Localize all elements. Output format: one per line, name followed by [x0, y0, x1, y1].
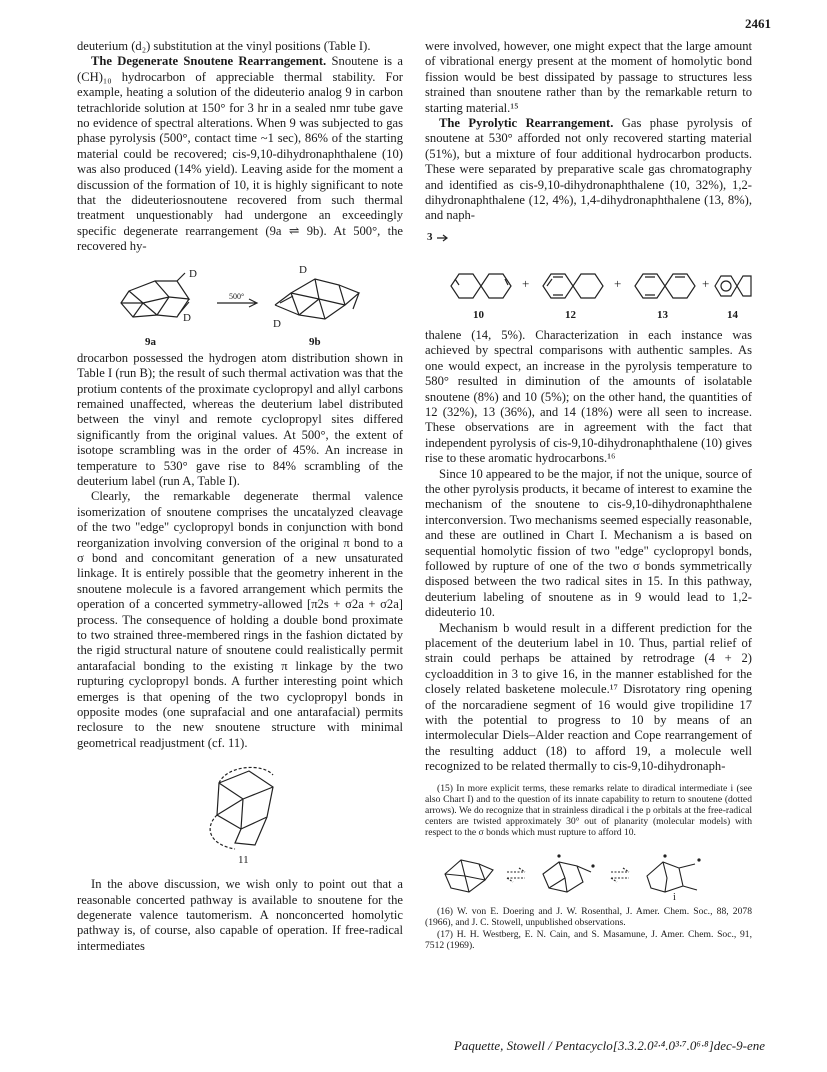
diradical-diagram — [425, 840, 752, 900]
paragraph: drocarbon possessed the hydrogen atom distribution shown in Table I (run B); the result of such thermal activation was that the protium contents of the proximate cyclopropyl and allyl carbons remained unaffected, whereas the deuterium label distributed between the vinyl and remote cyclopropyl sites differed significantly from the original values. At 500°, the extent of isotope scrambling was in the order of 45%. An increase in temperature to 530° gave rise to 84% scrambling of the deuterium label (run A, Table I). — [77, 350, 403, 488]
paragraph — [425, 116, 752, 224]
compound-label-11: 11 — [238, 854, 249, 867]
deuterium-label: D — [273, 317, 281, 330]
deuterium-label: D — [183, 311, 191, 324]
figure-11 — [77, 759, 403, 871]
right-column — [425, 39, 752, 952]
pyrolysis-scheme — [425, 228, 752, 328]
compound-label-12: 12 — [565, 308, 576, 321]
compound-label-14: 14 — [727, 308, 738, 321]
section-heading: The Pyrolytic Rearrangement. — [439, 116, 614, 131]
deuterium-label: D — [299, 263, 307, 276]
plus-sign: + — [614, 275, 622, 291]
paragraph — [77, 54, 403, 254]
compound-label-9b: 9b — [309, 335, 321, 348]
diradical-figure — [425, 840, 752, 906]
scheme-9a-9b — [77, 259, 403, 349]
starting-compound-label: 3 — [427, 230, 433, 243]
compound-label-9a: 9a — [145, 335, 156, 348]
footnote-16: (16) W. von E. Doering and J. W. Rosenthal, J. Amer. Chem. Soc., 88, 2078 (1966), and J. C. Stowell, unpublished observations. — [425, 905, 752, 928]
plus-sign: + — [702, 275, 710, 291]
arrow-condition: 500° — [229, 291, 245, 301]
compound-label-10: 10 — [473, 308, 484, 321]
plus-sign: + — [522, 275, 530, 291]
structure-11-diagram — [77, 759, 403, 855]
footnotes — [425, 783, 752, 952]
intermediate-label-i: i — [673, 891, 676, 903]
page-number: 2461 — [745, 16, 771, 31]
footnote-17: (17) H. H. Westberg, E. N. Cain, and S. Masamune, J. Amer. Chem. Soc., 91, 7512 (1969). — [425, 929, 752, 952]
left-column — [77, 39, 403, 954]
paragraph: Mechanism b would result in a different prediction for the placement of the deuterium label in 10. Thus, partial relief of strain could perhaps be attained by retrodrage (4 + 2) cycloaddition in 3 to give 16, in the manner established for the closely related basketene molecule.¹⁷ Disrotatory ring opening of the norcaradiene segment of 16 would give tropilidine 17 with the potential to progress to 10 by means of an intermolecular Diels–Alder reaction and Cope rearrangement of the resulting adduct (18) to afford 19, a molecule well recognized to be related thermally to cis-9,10-dihydronaph- — [425, 620, 752, 774]
deuterium-label: D — [189, 267, 197, 280]
paragraph: In the above discussion, we wish only to point out that a reasonable concerted pathway is available to snoutene for the degenerate valence tautomerism. A nonconcerted homolytic pathway is, of course, also capable of operation. If free-radical intermediates — [77, 877, 403, 953]
footnote-15: (15) In more explicit terms, these remarks relate to diradical intermediate i (see also Chart I) and to the question of its innate capability to return to snoutene (dotted arrows). We do recognize that in strainless diradical i the p orbitals at the free-radical centers are twisted approximately 30° out of planarity (molecular models) with respect to the σ bonds which must rupture to afford 10. — [425, 782, 752, 839]
paragraph: thalene (14, 5%). Characterization in each instance was achieved by spectral comparisons with authentic samples. As one would expect, an increase in the pyrolysis temperature to 580° resulted in diminution of the amounts of isolatable snoutene (8%) and 10 (5%); on the other hand, the quantities of 12 (32%), 13 (36%), and 14 (18%) were all seen to increase. These observations are in agreement with the fact that independent pyrolysis of cis-9,10-dihydronaphthalene (10) gives rise to these aromatic hydrocarbons.¹⁶ — [425, 327, 752, 466]
section-heading: The Degenerate Snoutene Rearrangement. — [91, 54, 327, 69]
paragraph: Since 10 appeared to be the major, if not the unique, source of the other pyrolysis products, it became of interest to examine the mechanism of the snoutene to cis-9,10-dihydronaphthalene interconversion. Two mechanisms seemed especially reasonable, and these are outlined in Chart I. Mechanism a is based on sequential homolytic fission of two "edge" cyclopropyl bonds, followed by rupture of one of the two σ bonds symmetrically disposed between the two radical sites in 15. In this pathway, deuterium labeling of snoutene as in 9 would lead to 1,2-dideuterio 10. — [425, 466, 752, 620]
paragraph-text: Gas phase pyrolysis of snoutene at 530° afforded not only recovered starting material (51%), but a mixture of four additional hydrocarbon products. These were separated by preparative scale gas chromatography and identified as cis-9,10-dihydronaphthalene (10, 32%), 1,2-dihydronaphthalene (12, 4%), 1,4-dihydronaphthalene (13, 8%), and naph- — [425, 116, 753, 223]
paragraph-text: Snoutene is a (CH)₁₀ hydrocarbon of appreciable thermal stability. For example, heating a solution of the dideuterio analog 9 in carbon tetrachloride solution at 150° for 3 hr in a sealed nmr tube gave no evidence of spectral alterations. When 9 was subjected to gas phase pyrolysis (500°, contact time ~1 sec), 86% of the starting material could be recovered; cis-9,10-dihydronaphthalene (10) was also produced (14% yield). Leaving aside for the moment a discussion of the formation of 10, it is highly significant to note that the dideuteriosnoutene recovered from such thermal treatment unquestionably had undergone an exceedingly specific degenerate rearrangement (9a ⇌ 9b). At 500°, the recovered hy- — [77, 54, 403, 254]
running-footer: Paquette, Stowell / Pentacyclo[3.3.2.0²·⁴.0³·⁷.0⁶·⁸]dec-9-ene — [453, 1038, 765, 1053]
compound-label-13: 13 — [657, 308, 668, 321]
paragraph: were involved, however, one might expect that the large amount of vibrational energy present at the moment of homolytic bond fission would be best dissipated by passage to structures less strained than snoutene rather than by the remarkable return to starting material.¹⁵ — [425, 39, 752, 115]
paragraph: deuterium (d₂) substitution at the vinyl positions (Table I). — [77, 39, 371, 53]
paragraph: Clearly, the remarkable degenerate thermal valence isomerization of snoutene comprises the uncatalyzed cleavage of the two "edge" cyclopropyl bonds in conjunction with bond reorganization involving conversion of the original π bond to a σ bond and concomitant generation of a new unsaturated linkage. It is entirely possible that the geometry inherent in the snoutene molecule is a favored arrangement which permits the operation of a concerted symmetry-allowed [π2s + σ2a + σ2a] process. The consequence of holding a double bond proximate to two strained three-membered rings in the fashion dictated by the rigid structural nature of snoutene could realistically permit antarafacial bonding to the existing π linkage by the two rupturing cyclopropyl bonds. A further interesting point which emerges is that opening of the two cyclopropyl bonds in opposite modes (one suprafacial and one antarafacial) permits reclosure to the new snoutene structure with minimal geometrical readjustment (cf. 11). — [77, 489, 403, 750]
